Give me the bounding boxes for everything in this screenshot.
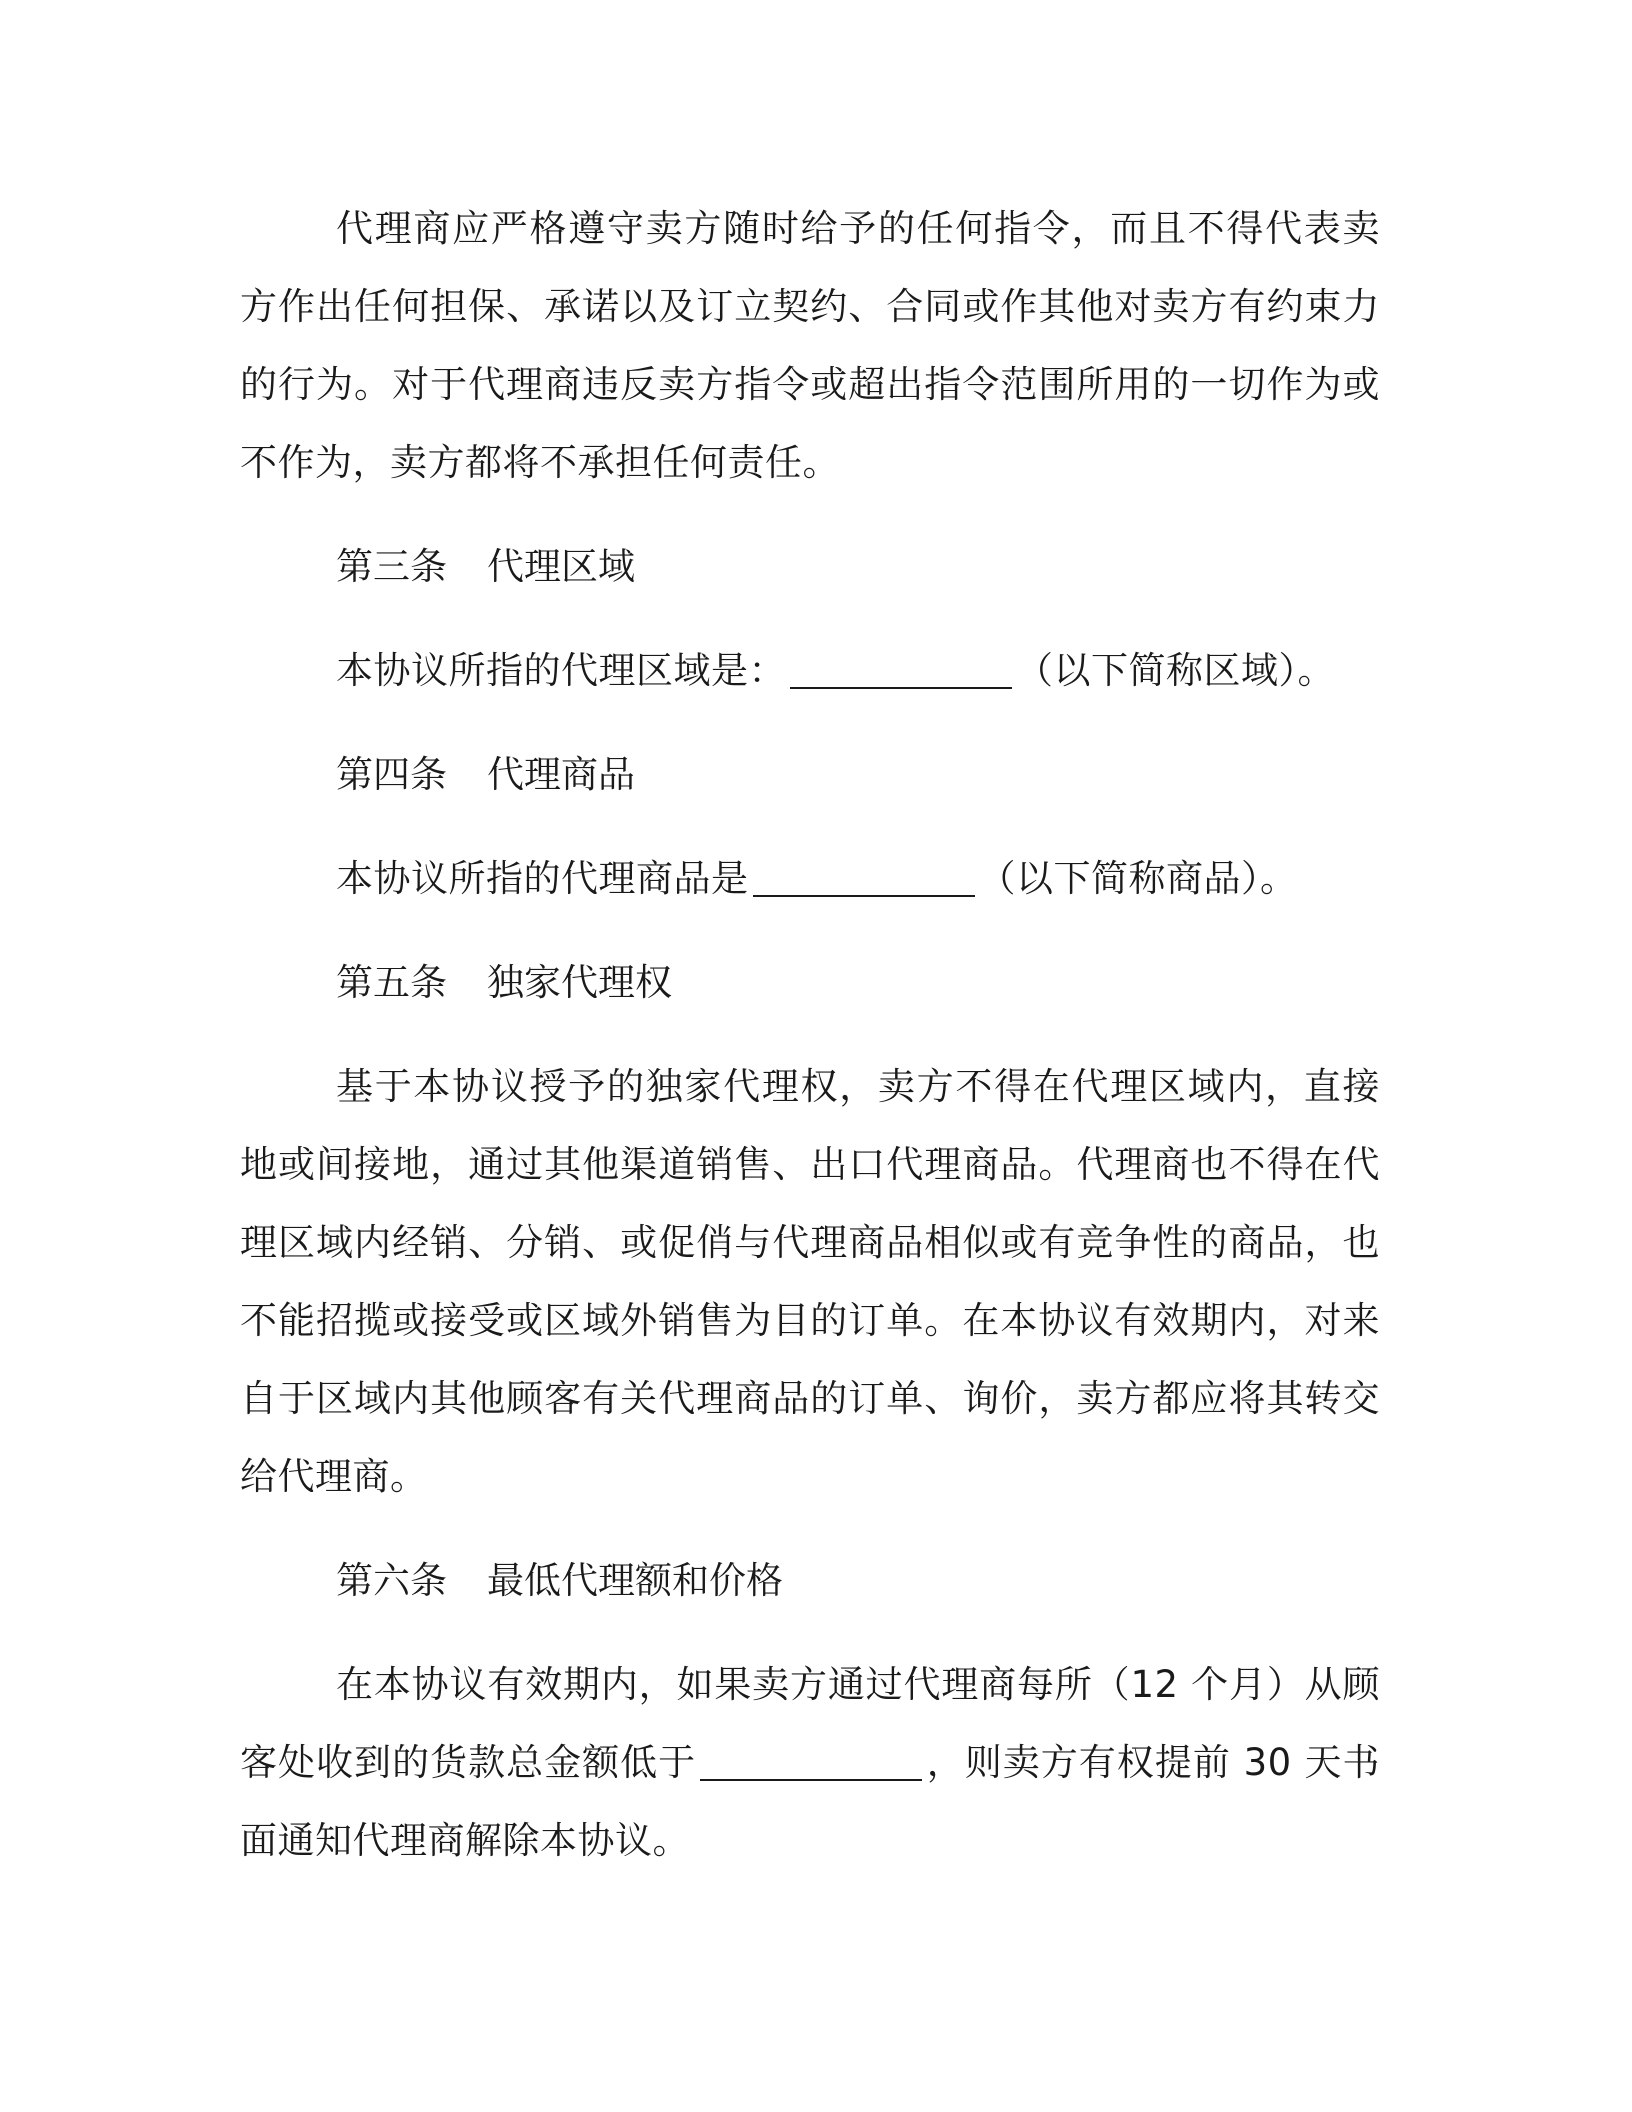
article-3-heading (336, 528, 1380, 606)
article-5-body: 基于本协议授予的独家代理权，卖方不得在代理区域内，直接地或间接地，通过其他渠道销售、出口代理商品。代理商也不得在代理区域内经销、分销、或促俏与代理商品相似或有竞争性的商品，也不能招揽或接受或区域外销售为目的订单。在本协议有效期内，对来自于区域内其他顾客有关代理商品的订单、询价，卖方都应将其转交给代理商。 (240, 1065, 1380, 1498)
article-6-body (240, 1646, 1380, 1880)
document-page (240, 190, 1380, 1906)
article-5-title: 独家代理权 (487, 961, 672, 1004)
article-4-title: 代理商品 (487, 753, 635, 796)
region-blank-line (790, 687, 1012, 689)
article-5-number: 第五条 (336, 961, 447, 1004)
article-3-text-after: （以下简称区域）。 (1016, 649, 1335, 692)
article-5-heading (336, 944, 1380, 1022)
article-6-text-after: ，则卖方有权提前 30 天书面通知代理商解除本协议。 (240, 1741, 1381, 1862)
article-4-heading (336, 736, 1380, 814)
amount-blank-line (700, 1779, 922, 1781)
article-3-title: 代理区域 (487, 545, 635, 588)
article-4-text-after: （以下简称商品）。 (978, 857, 1298, 900)
article-6-title: 最低代理额和价格 (487, 1559, 783, 1602)
article-3-text-before: 本协议所指的代理区域是： (336, 649, 786, 692)
article-4-body (240, 840, 1380, 918)
article-6-text-before: 在本协议有效期内，如果卖方通过代理商每所（12 个月）从顾客处收到的货款总金额低于 (240, 1663, 1380, 1784)
article-3-body (240, 632, 1380, 710)
article-3-number: 第三条 (336, 545, 447, 588)
article-6-heading (336, 1542, 1380, 1620)
paragraph-agent-instructions: 代理商应严格遵守卖方随时给予的任何指令，而且不得代表卖方作出任何担保、承诺以及订立契约、合同或作其他对卖方有约束力的行为。对于代理商违反卖方指令或超出指令范围所用的一切作为或不作为，卖方都将不承担任何责任。 (240, 207, 1380, 484)
article-6-number: 第六条 (336, 1559, 447, 1602)
goods-blank-line (753, 895, 975, 897)
article-4-text-before: 本协议所指的代理商品是 (336, 857, 749, 900)
article-4-number: 第四条 (336, 753, 447, 796)
